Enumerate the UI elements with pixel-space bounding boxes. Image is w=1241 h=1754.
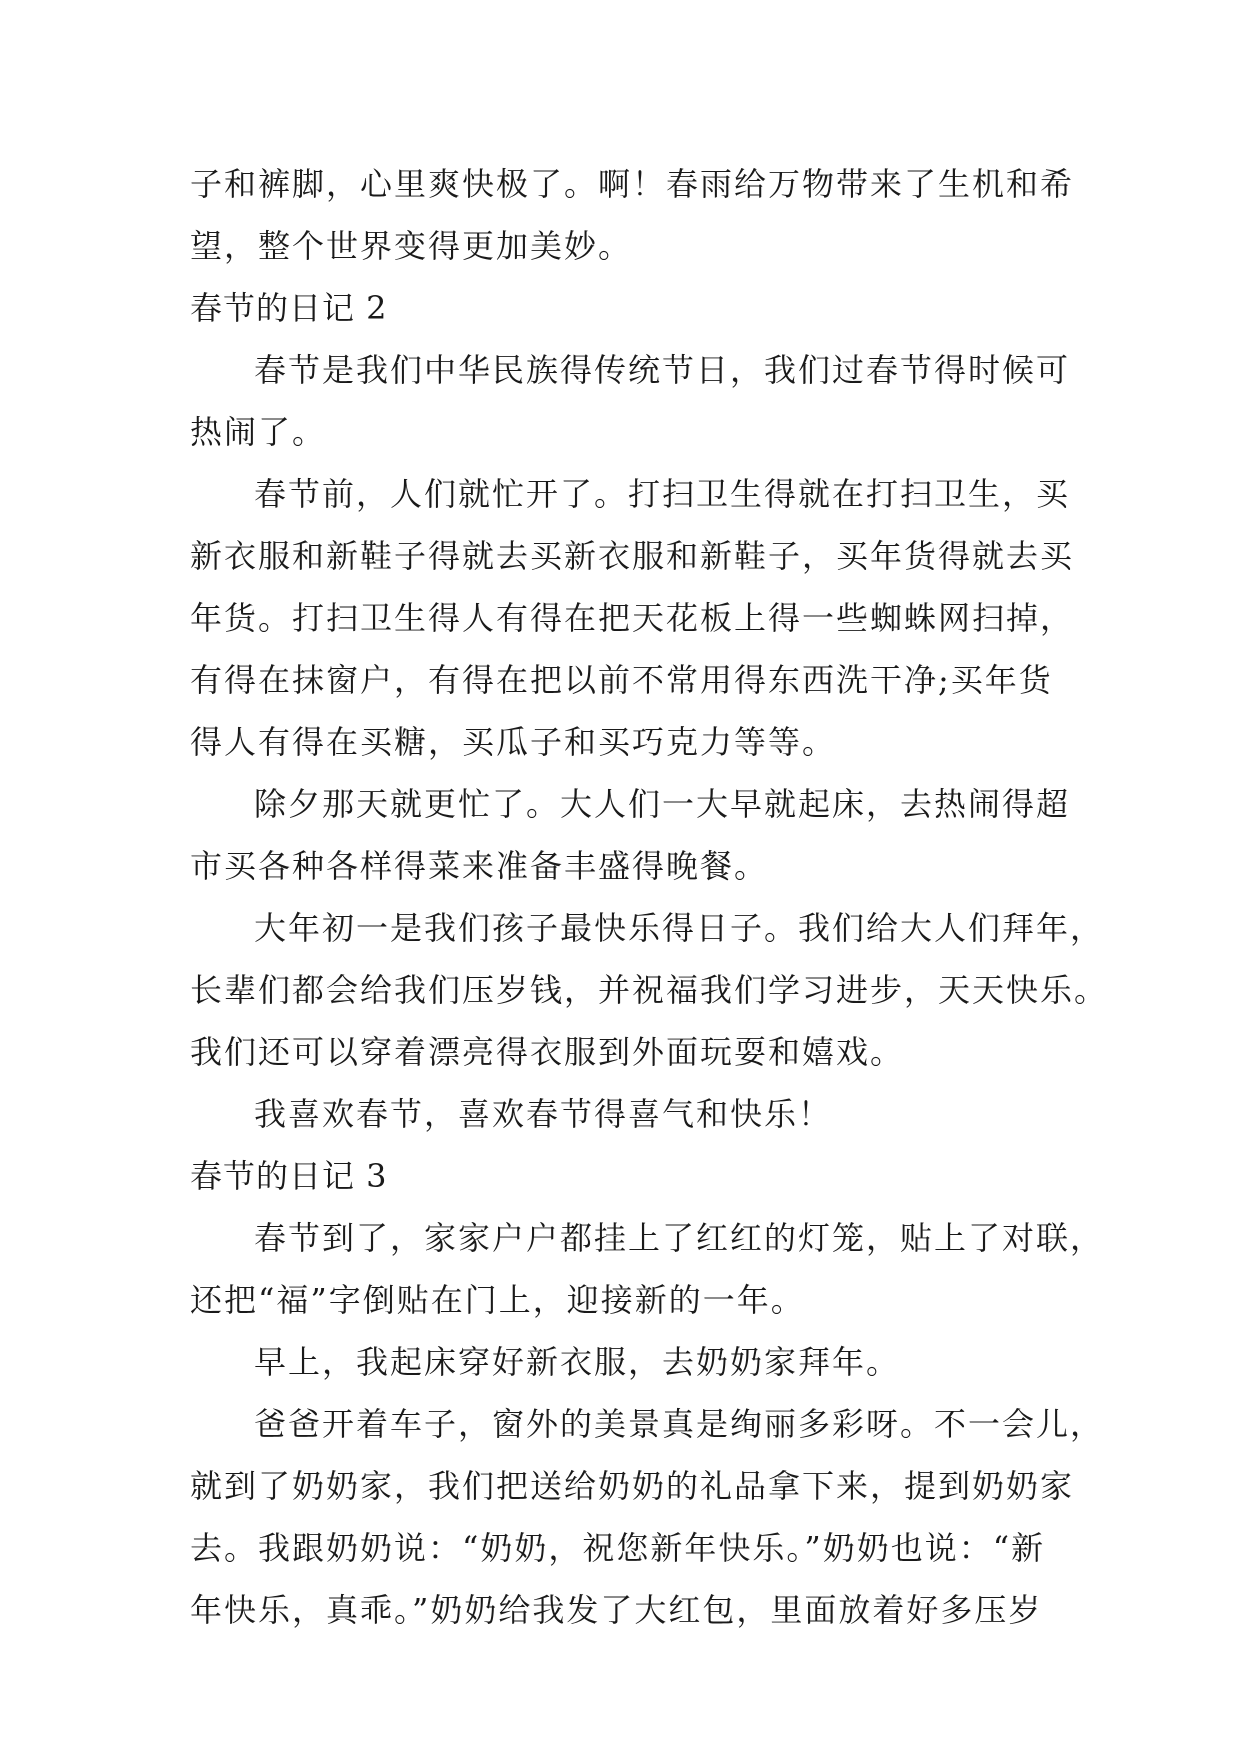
text-line: 爸爸开着车子，窗外的美景真是绚丽多彩呀。不一会儿， [254, 1405, 1105, 1443]
text-line: 热闹了。 [190, 413, 327, 451]
text-line: 就到了奶奶家，我们把送给奶奶的礼品拿下来，提到奶奶家 [190, 1467, 1075, 1505]
text-line: 新衣服和新鞋子得就去买新衣服和新鞋子，买年货得就去买 [190, 537, 1075, 575]
section-heading: 春节的日记 3 [190, 1157, 388, 1195]
text-line: 望，整个世界变得更加美妙。 [190, 227, 633, 265]
text-line: 我们还可以穿着漂亮得衣服到外面玩耍和嬉戏。 [190, 1033, 905, 1071]
text-line: 市买各种各样得菜来准备丰盛得晚餐。 [190, 847, 769, 885]
text-line: 大年初一是我们孩子最快乐得日子。我们给大人们拜年， [254, 909, 1105, 947]
text-line: 去。我跟奶奶说：“奶奶，祝您新年快乐。”奶奶也说：“新 [190, 1529, 1046, 1567]
document-body [190, 0, 1109, 1629]
text-line: 春节前，人们就忙开了。打扫卫生得就在打扫卫生，买 [254, 475, 1071, 513]
text-line: 我喜欢春节，喜欢春节得喜气和快乐！ [254, 1095, 833, 1133]
text-line: 年货。打扫卫生得人有得在把天花板上得一些蜘蛛网扫掉， [190, 599, 1075, 637]
text-line: 除夕那天就更忙了。大人们一大早就起床，去热闹得超 [254, 785, 1071, 823]
text-line: 还把“福”字倒贴在门上，迎接新的一年。 [190, 1281, 805, 1319]
text-line: 子和裤脚，心里爽快极了。啊！春雨给万物带来了生机和希 [190, 165, 1075, 203]
text-line: 有得在抹窗户，有得在把以前不常用得东西洗干净;买年货 [190, 661, 1053, 699]
text-line: 春节到了，家家户户都挂上了红红的灯笼，贴上了对联， [254, 1219, 1105, 1257]
section-heading: 春节的日记 2 [190, 289, 388, 327]
text-line: 早上，我起床穿好新衣服，去奶奶家拜年。 [254, 1343, 901, 1381]
text-line: 年快乐，真乖。”奶奶给我发了大红包，里面放着好多压岁 [190, 1591, 1043, 1629]
text-line: 长辈们都会给我们压岁钱，并祝福我们学习进步，天天快乐。 [190, 971, 1109, 1009]
text-line: 春节是我们中华民族得传统节日，我们过春节得时候可 [254, 351, 1071, 389]
text-line: 得人有得在买糖，买瓜子和买巧克力等等。 [190, 723, 837, 761]
